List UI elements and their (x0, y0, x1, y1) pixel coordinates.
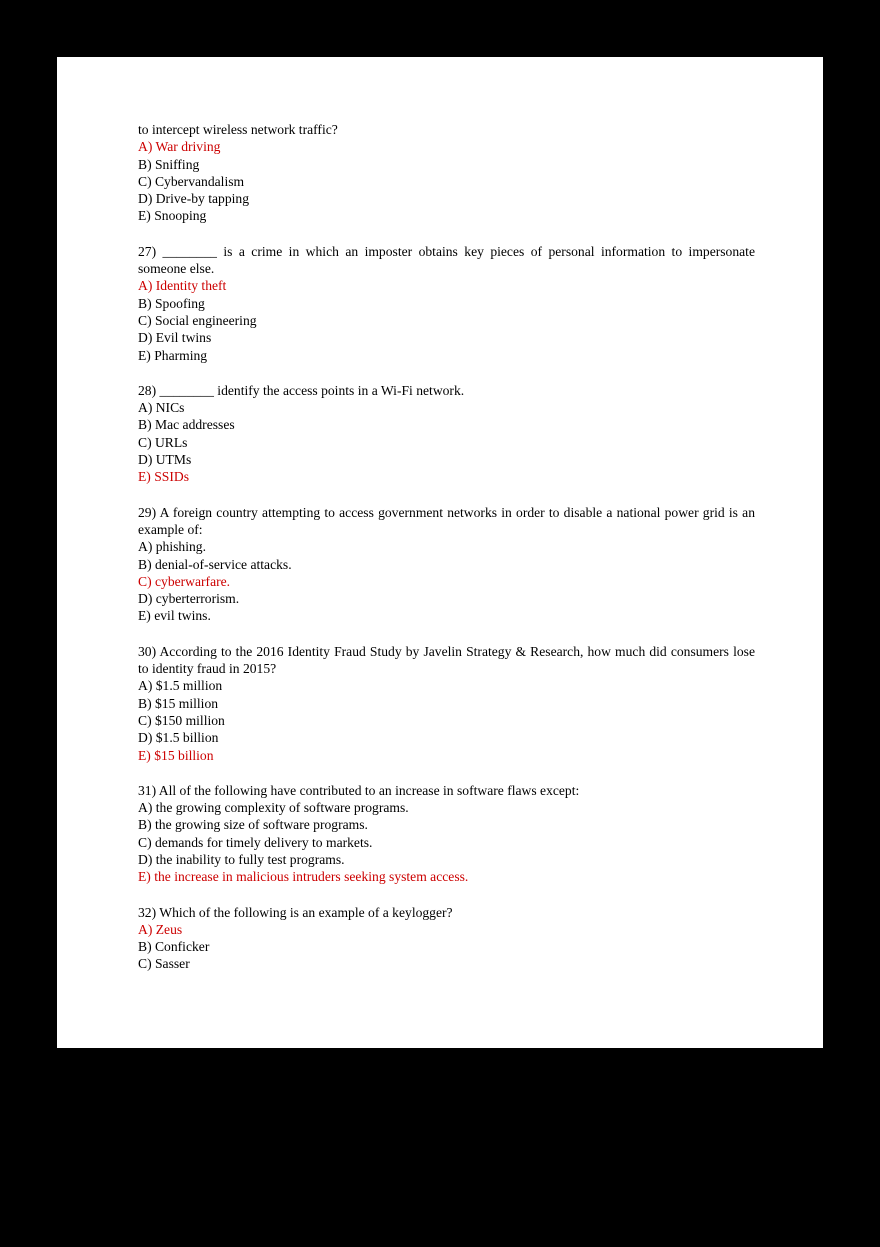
question-stem: 32) Which of the following is an example of a keylogger? (138, 904, 453, 920)
correct-answer-option: A) War driving (138, 139, 221, 155)
answer-option: C) Social engineering (138, 312, 257, 328)
question-stem: 30) According to the 2016 Identity Fraud Study by Javelin Strategy & Research, how much did consumers lose to identity fraud in 2015? (138, 643, 755, 677)
answer-option: A) $1.5 million (138, 678, 223, 694)
document-page (57, 57, 823, 1048)
answer-option: B) Conficker (138, 939, 210, 955)
question-stem: 28) ________ identify the access points in a Wi-Fi network. (138, 382, 465, 398)
correct-answer-option: A) Identity theft (138, 278, 227, 294)
answer-option: A) the growing complexity of software programs. (138, 800, 409, 816)
question (138, 121, 755, 225)
answer-option: C) demands for timely delivery to markets. (138, 834, 373, 850)
question-stem: 27) ________ is a crime in which an imposter obtains key pieces of personal information to impersonate someone else. (138, 243, 755, 277)
correct-answer-option: E) SSIDs (138, 469, 189, 485)
answer-option: D) Evil twins (138, 330, 212, 346)
question-stem: 31) All of the following have contributed to an increase in software flaws except: (138, 782, 580, 798)
answer-option: D) $1.5 billion (138, 730, 219, 746)
correct-answer-option: E) the increase in malicious intruders seeking system access. (138, 869, 469, 885)
answer-option: D) UTMs (138, 452, 192, 468)
answer-option: D) Drive-by tapping (138, 191, 249, 207)
question (138, 904, 755, 973)
question (138, 504, 755, 625)
answer-option: B) Mac addresses (138, 417, 235, 433)
correct-answer-option: E) $15 billion (138, 747, 214, 763)
question-list (138, 121, 755, 973)
answer-option: C) URLs (138, 434, 188, 450)
answer-option: A) phishing. (138, 539, 206, 555)
correct-answer-option: A) Zeus (138, 921, 183, 937)
answer-option: C) Sasser (138, 956, 190, 972)
answer-option: E) Snooping (138, 208, 207, 224)
answer-option: B) $15 million (138, 695, 219, 711)
question (138, 243, 755, 364)
answer-option: B) Spoofing (138, 295, 205, 311)
correct-answer-option: C) cyberwarfare. (138, 573, 231, 589)
answer-option: B) denial-of-service attacks. (138, 556, 292, 572)
answer-option: C) $150 million (138, 712, 225, 728)
answer-option: D) the inability to fully test programs. (138, 851, 345, 867)
question-stem: 29) A foreign country attempting to access government networks in order to disable a national power grid is an example of: (138, 504, 755, 537)
answer-option: D) cyberterrorism. (138, 591, 240, 607)
question (138, 782, 755, 886)
answer-option: E) Pharming (138, 347, 208, 363)
question (138, 643, 755, 764)
answer-option: B) the growing size of software programs. (138, 817, 368, 833)
answer-option: A) NICs (138, 400, 185, 416)
answer-option: E) evil twins. (138, 608, 211, 624)
question (138, 382, 755, 486)
answer-option: C) Cybervandalism (138, 173, 245, 189)
question-stem: to intercept wireless network traffic? (138, 122, 338, 137)
answer-option: B) Sniffing (138, 156, 200, 172)
